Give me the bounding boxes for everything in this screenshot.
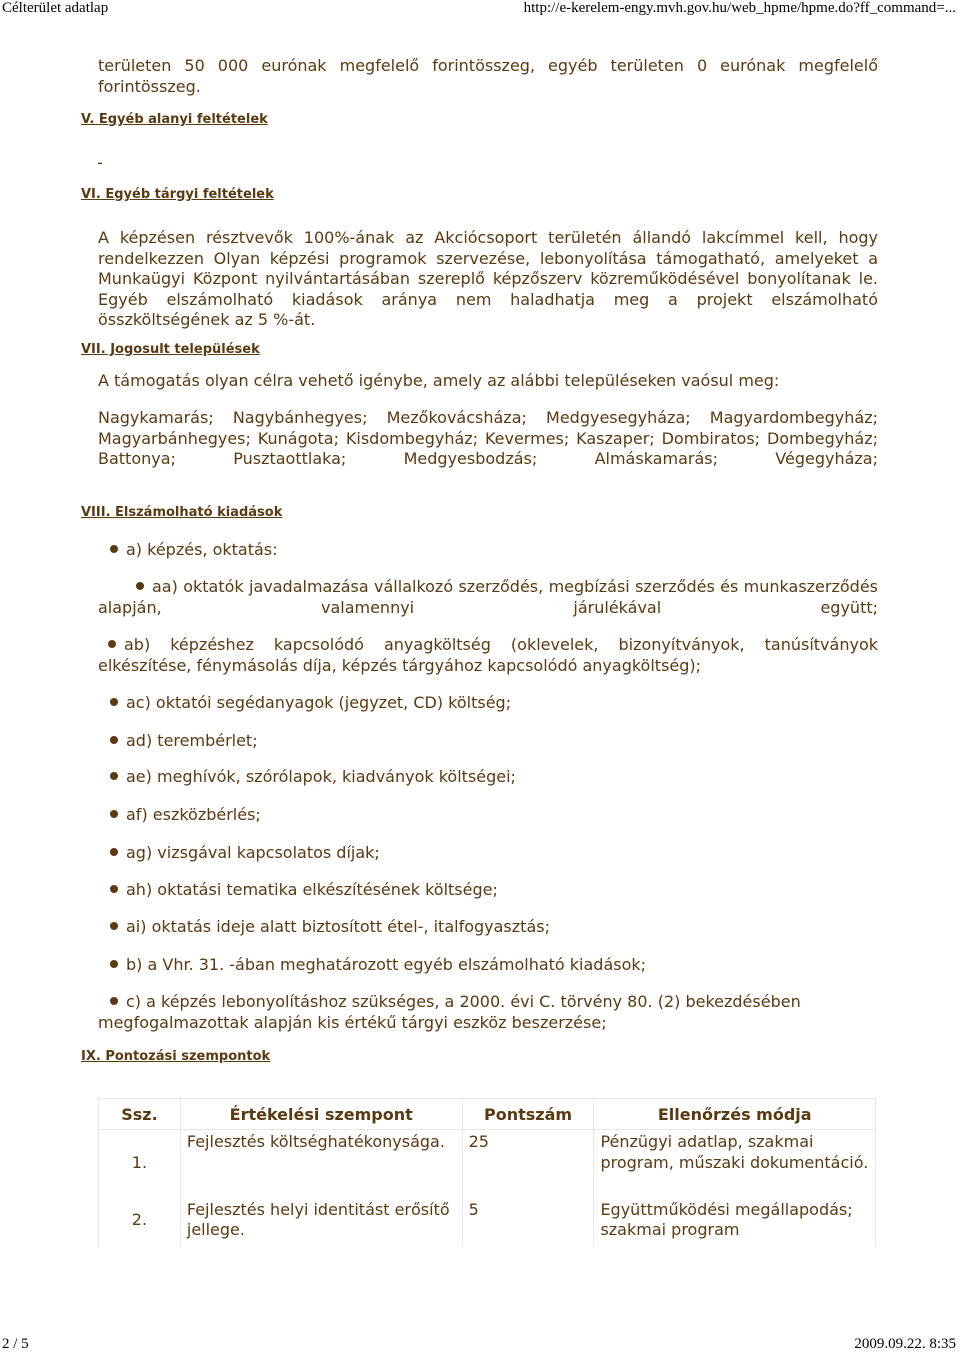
section-9-heading: IX. Pontozási szempontok (81, 1049, 271, 1064)
section-7-intro: A támogatás olyan célra vehető igénybe, amely az alábbi településeken vaósul meg: (98, 371, 780, 390)
bullet-icon (110, 997, 118, 1005)
list-item: a) képzés, oktatás: (110, 540, 278, 561)
print-datetime: 2009.09.22. 8:35 (854, 1336, 956, 1352)
list-item: ac) oktatói segédanyagok (jegyzet, CD) költség; (110, 693, 511, 714)
list-item: af) eszközbérlés; (110, 805, 261, 826)
bullet-icon (110, 885, 118, 893)
list-item: ae) meghívók, szórólapok, kiadványok költségei; (110, 767, 516, 788)
list-item: ab) képzéshez kapcsolódó anyagköltség (oklevelek, bizonyítványok, tanúsítványok elkészítése, fénymásolás díja, képzés tárgyához kapcsolódó anyagköltség); (98, 635, 878, 675)
bullet-icon (110, 960, 118, 968)
bullet-icon (110, 848, 118, 856)
list-item: ad) terembérlet; (110, 731, 258, 752)
column-header: Pontszám (462, 1099, 594, 1130)
column-header: Ssz. (99, 1099, 181, 1130)
list-item: ag) vizsgával kapcsolatos díjak; (110, 843, 380, 864)
bullet-icon (108, 640, 116, 648)
section-7-heading: VII. Jogosult települések (81, 342, 260, 357)
table-cell: 2. (99, 1198, 181, 1246)
table-cell: 5 (462, 1198, 594, 1246)
list-item: aa) oktatók javadalmazása vállalkozó szerződés, megbízási szerződés és munkaszerződés alapján, valamennyi járulékával együtt; (98, 577, 878, 617)
section-8-heading: VIII. Elszámolható kiadások (81, 505, 283, 520)
page-number: 2 / 5 (2, 1336, 29, 1352)
table-cell: Együttműködési megállapodás; szakmai program (594, 1198, 876, 1246)
table-cell: Fejlesztés költséghatékonysága. (180, 1130, 462, 1198)
scoring-table (98, 1098, 876, 1246)
section-6-heading: VI. Egyéb tárgyi feltételek (81, 187, 274, 202)
bullet-icon (110, 545, 118, 553)
table-header-row (99, 1099, 876, 1130)
table-cell: Pénzügyi adatlap, szakmai program, műszaki dokumentáció. (594, 1130, 876, 1198)
section-5-body: - (97, 153, 103, 172)
table-cell: Fejlesztés helyi identitást erősítő jellege. (180, 1198, 462, 1246)
bullet-icon (110, 772, 118, 780)
page-url: http://e-kerelem-engy.mvh.gov.hu/web_hpme/hpme.do?ff_command=... (523, 0, 956, 16)
bullet-icon (110, 922, 118, 930)
section-7-towns: Nagykamarás; Nagybánhegyes; Mezőkovácsháza; Medgyesegyháza; Magyardombegyház; Magyarbánhegyes; Kunágota; Kisdombegyház; Kevermes; Kaszaper; Dombiratos; Dombegyház; Battonya; Pusztaottlaka; Medgyesbodzás; Almáskamarás; Végegyháza; (98, 408, 878, 468)
bullet-icon (136, 582, 144, 590)
table-row (99, 1130, 876, 1198)
bullet-icon (110, 810, 118, 818)
bullet-icon (110, 736, 118, 744)
intro-paragraph: területen 50 000 eurónak megfelelő forintösszeg, egyéb területen 0 eurónak megfelelő forintösszeg. (98, 56, 878, 96)
list-item: c) a képzés lebonyolításhoz szükséges, a 2000. évi C. törvény 80. (2) bekezdésében megfogalmazottak alapján kis értékű tárgyi eszköz beszerzése; (98, 992, 801, 1032)
column-header: Ellenőrzés módja (594, 1099, 876, 1130)
column-header: Értékelési szempont (180, 1099, 462, 1130)
list-item: b) a Vhr. 31. -ában meghatározott egyéb elszámolható kiadások; (110, 955, 646, 976)
bullet-icon (110, 698, 118, 706)
table-row (99, 1198, 876, 1246)
section-6-body: A képzésen résztvevők 100%-ának az Akciócsoport területén állandó lakcímmel kell, hogy rendelkezzen Olyan képzési programok szervezése, lebonyolítása támogatható, amelyeket a Munkaügyi Központ nyilvántartásában szereplő képzőszerv közreműködésével bonyolítanak le. Egyéb elszámolható kiadások aránya nem haladhatja meg a projekt elszámolható összköltségének az 5 %-át. (98, 228, 878, 329)
list-item: ah) oktatási tematika elkészítésének költsége; (110, 880, 498, 901)
table-cell: 1. (99, 1130, 181, 1198)
table-cell: 25 (462, 1130, 594, 1198)
list-item: ai) oktatás ideje alatt biztosított étel-, italfogyasztás; (110, 917, 550, 938)
section-5-heading: V. Egyéb alanyi feltételek (81, 112, 268, 127)
window-title: Célterület adatlap (2, 0, 109, 16)
